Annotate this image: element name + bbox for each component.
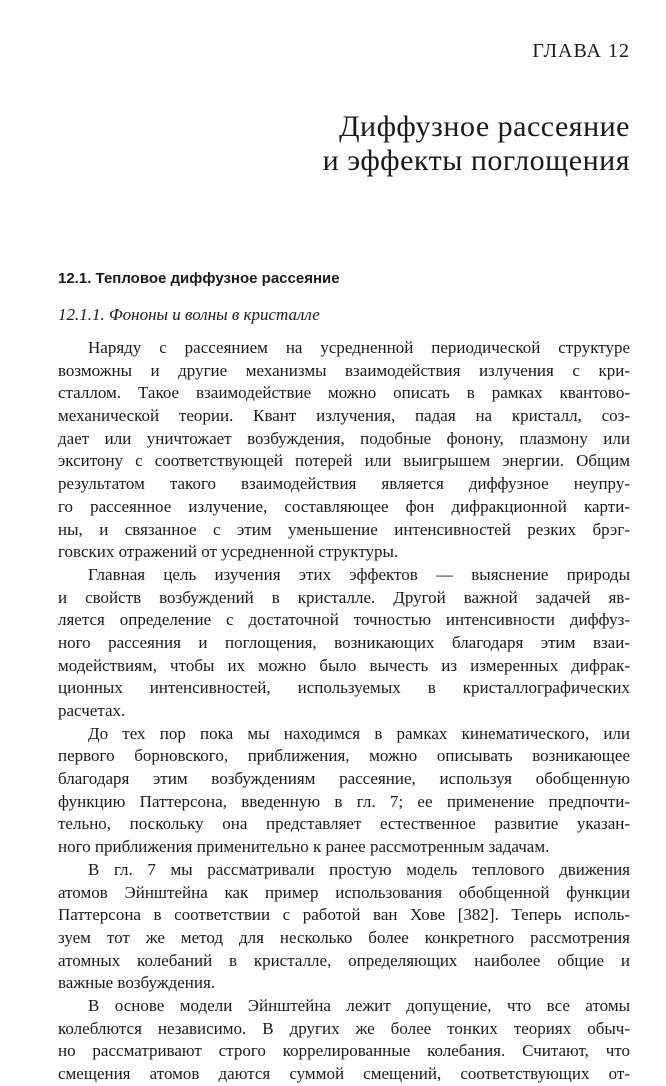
text-line: тельно, поскольку она представляет естественное развитие указан-: [58, 814, 630, 834]
section-heading: 12.1. Тепловое диффузное рассеяние: [58, 270, 340, 287]
text-line: ляется определение с достаточной точностью интенсивности диффуз-: [58, 610, 630, 630]
text-line: функцию Паттерсона, введенную в гл. 7; ее применение предпочти-: [58, 791, 630, 811]
text-line: Наряду с рассеянием на усредненной периодической структуре: [88, 338, 630, 357]
text-line: первого борновского, приближения, можно описывать возникающее: [58, 746, 630, 766]
text-line: результатом такого взаимодействия является диффузное неупру-: [58, 474, 630, 494]
text-line: ционных интенсивностей, используемых в кристаллографических: [58, 678, 630, 698]
chapter-title-line: и эффекты поглощения: [322, 144, 630, 177]
chapter-label: ГЛАВА 12: [532, 40, 630, 62]
text-line: расчетах.: [58, 701, 126, 720]
text-line: атомов Эйнштейна как пример использования обобщенной функции: [58, 882, 630, 902]
text-line: дает или уничтожает возбуждения, подобные фонону, плазмону или: [58, 428, 630, 448]
chapter-title-line: Диффузное рассеяние: [339, 110, 630, 143]
text-line: важные возбуждения.: [58, 973, 216, 993]
subsection-heading: 12.1.1. Фононы и волны в кристалле: [58, 305, 320, 324]
text-line: но рассматривают строго коррелированные колебания. Считают, что: [58, 1041, 630, 1061]
text-line: ного приближения применительно к ранее рассмотренным задачам.: [58, 837, 550, 857]
text-line: модействиям, чтобы их можно было вычесть из измеренных дифрак-: [58, 655, 630, 675]
text-line: благодаря этим возбуждениям рассеяние, используя обобщенную: [58, 769, 630, 789]
text-line: экситону с соответствующей потерей или выигрышем энергии. Общим: [58, 451, 630, 471]
text-line: смещения атомов даются суммой смещений, соответствующих от-: [58, 1064, 630, 1083]
text-line: колеблются независимо. В других же более тонких теориях обыч-: [58, 1018, 630, 1038]
chapter-title: [323, 110, 630, 178]
text-line: Паттерсона в соответствии с работой ван Хове [382]. Теперь исполь-: [58, 905, 630, 925]
text-line: атомных колебаний в кристалле, определяющих наиболее общие и: [58, 950, 630, 970]
text-line: сталлом. Такое взаимодействие можно описать в рамках квантово-: [58, 383, 630, 403]
text-line: зуем тот же метод для несколько более конкретного рассмотрения: [58, 927, 630, 947]
text-line: В гл. 7 мы рассматривали простую модель теплового движения: [88, 859, 630, 879]
text-line: говских отражений от усредненной структуры.: [58, 542, 399, 562]
text-line: механической теории. Квант излучения, падая на кристалл, соз-: [58, 406, 630, 426]
text-line: ного рассеяния и поглощения, возникающих благодаря этим взаи-: [58, 632, 630, 652]
body-text: [58, 337, 630, 1086]
text-line: До тех пор пока мы находимся в рамках кинематического, или: [88, 723, 630, 743]
text-line: Главная цель изучения этих эффектов — выяснение природы: [88, 564, 630, 584]
text-line: возможны и другие механизмы взаимодействия излучения с кри-: [58, 360, 630, 380]
text-line: го рассеянное излучение, составляющее фон дифракционной карти-: [58, 496, 630, 516]
text-line: ны, и связанное с этим уменьшение интенсивностей резких брэг-: [58, 519, 630, 539]
text-line: и свойств возбуждений в кристалле. Другой важной задачей яв-: [58, 587, 630, 607]
text-line: В основе модели Эйнштейна лежит допущение, что все атомы: [88, 995, 630, 1015]
